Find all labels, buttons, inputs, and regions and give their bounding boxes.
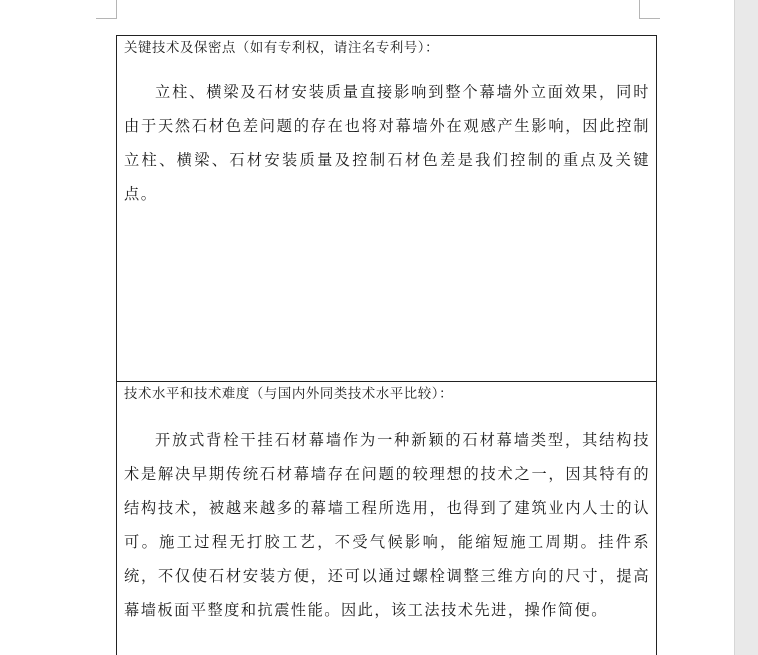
table-cell-key-technology[interactable] (117, 36, 656, 382)
table-cell-technical-level[interactable] (117, 382, 656, 655)
section-heading-technical-level: 技术水平和技术难度（与国内外同类技术水平比较）： (124, 387, 454, 402)
section-body-key-technology: 立柱、横梁及石材安装质量直接影响到整个幕墙外立面效果，同时由于天然石材色差问题的存在也将对幕墙外在观感产生影响，因此控制立柱、横梁、石材安装质量及控制石材色差是我们控制的重点及关键点。 (124, 83, 650, 203)
scrollbar-gutter[interactable] (734, 0, 758, 655)
page-corner-mark-right (639, 0, 660, 19)
form-table (116, 35, 657, 655)
section-heading-key-technology: 关键技术及保密点（如有专利权，请注名专利号）： (124, 41, 440, 56)
section-body-technical-level: 开放式背栓干挂石材幕墙作为一种新颖的石材幕墙类型，其结构技术是解决早期传统石材幕墙存在问题的较理想的技术之一，因其特有的结构技术，被越来越多的幕墙工程所选用，也得到了建筑业内人士的认可。施工过程无打胶工艺，不受气候影响，能缩短施工周期。挂件系统，不仅使石材安装方便，还可以通过螺栓调整三维方向的尺寸，提高幕墙板面平整度和抗震性能。因此，该工法技术先进，操作简便。 (124, 431, 650, 619)
page-corner-mark-left (96, 0, 117, 19)
